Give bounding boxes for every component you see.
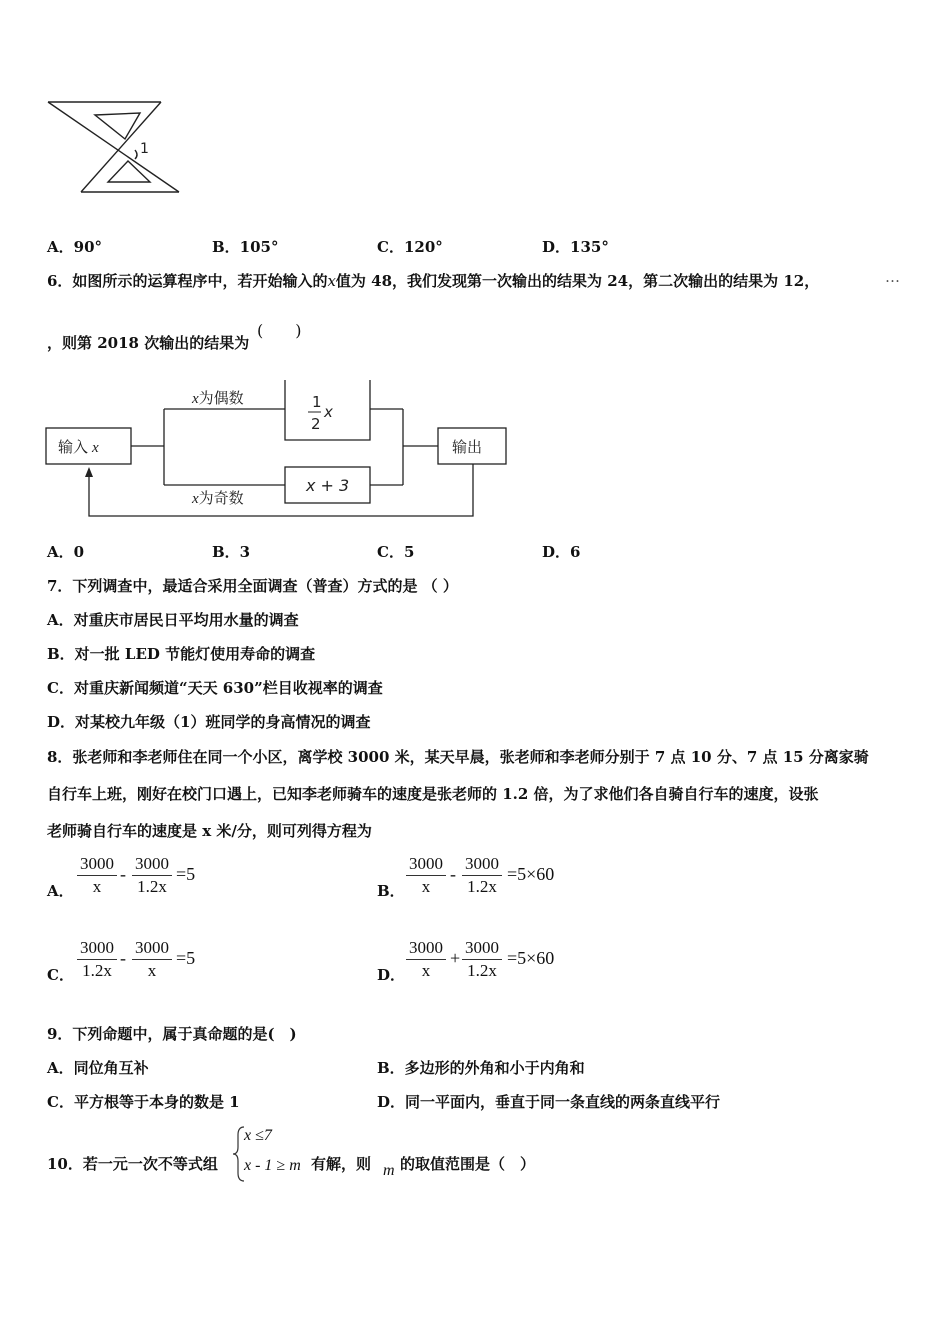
q10-stem-tail: 的取值范围是（ ） <box>400 1155 536 1173</box>
figure-angle-label: 1 <box>140 141 149 157</box>
q7-option-c[interactable]: C．对重庆新闻频道“天天 630”栏目收视率的调查 <box>47 679 383 697</box>
q9-option-d[interactable]: D．同一平面内，垂直于同一条直线的两条直线平行 <box>377 1093 721 1111</box>
svg-text:x为奇数 <box>191 489 244 507</box>
flow-half-den: 2 <box>311 415 321 433</box>
q5-option-b[interactable]: B．105° <box>212 238 279 256</box>
q9-option-a[interactable]: A．同位角互补 <box>47 1059 149 1077</box>
q8-c-operator: - <box>120 948 126 968</box>
q8-option-a-label: A． <box>47 882 74 900</box>
q8-c-fraction-2: $\frac{3000}{x}$ <box>132 937 172 982</box>
q6-stem-line2: ，则第 2018 次输出的结果为 <box>47 334 250 352</box>
q10-inequality-2: x - 1 ≥ m <box>244 1157 301 1174</box>
flow-loop-line <box>89 464 473 516</box>
q8-option-b-label: B． <box>377 882 405 900</box>
q8-b-fraction-1: $\frac{3000}{x}$ <box>406 853 446 898</box>
q8-d-fraction-2: $\frac{3000}{1.2x}$ <box>462 937 502 982</box>
q6-option-c[interactable]: C．5 <box>377 543 415 561</box>
q8-stem-line2: 自行车上班，刚好在校门口遇上，已知李老师骑车的速度是张老师的 1.2 倍，为了求他们各自骑自行车的速度，设张 <box>47 785 819 803</box>
q8-a-fraction-2: $\frac{3000}{1.2x}$ <box>132 853 172 898</box>
q6-option-a[interactable]: A．0 <box>47 543 85 561</box>
figure-diagonal-right <box>81 102 161 192</box>
q6-option-d[interactable]: D．6 <box>542 543 581 561</box>
q7-option-a[interactable]: A．对重庆市居民日平均用水量的调查 <box>47 611 299 629</box>
q8-a-rhs: =5 <box>176 864 196 884</box>
q8-stem-line3: 老师骑自行车的速度是 x 米/分，则可列得方程为 <box>47 822 372 840</box>
figure-angle-arc <box>135 150 137 159</box>
figure-upper-triangle <box>95 113 140 139</box>
flow-odd-label: 为奇数 <box>198 489 244 507</box>
q10-stem: 10．若一元一次不等式组 <box>47 1155 218 1173</box>
q9-stem: 9．下列命题中，属于真命题的是( ) <box>47 1025 297 1043</box>
flow-input-var: x <box>92 440 99 456</box>
q5-option-c[interactable]: C．120° <box>377 238 443 256</box>
q8-c-rhs: =5 <box>176 948 196 968</box>
q8-c-fraction-1: $\frac{3000}{1.2x}$ <box>77 937 117 982</box>
q7-option-b[interactable]: B．对一批 LED 节能灯使用寿命的调查 <box>47 645 316 663</box>
q7-option-d[interactable]: D．对某校九年级（1）班同学的身高情况的调查 <box>47 713 371 731</box>
q8-stem-line1: 8．张老师和李老师住在同一个小区，离学校 3000 米，某天早晨，张老师和李老师分别于 7 点 10 分、7 点 15 分离家骑 <box>47 748 869 766</box>
flow-half-var: x <box>324 403 333 421</box>
q8-d-rhs: =5×60 <box>507 948 555 968</box>
q6-ellipsis: … <box>885 268 900 286</box>
flow-output-label: 输出 <box>452 438 483 456</box>
svg-text:x为偶数 <box>191 389 244 407</box>
q8-d-operator: + <box>450 948 461 968</box>
flow-plus3-label: x + 3 <box>306 476 350 495</box>
q9-option-b[interactable]: B．多边形的外角和小于内角和 <box>377 1059 585 1077</box>
flow-loop-arrowhead <box>85 467 93 477</box>
figure-lower-triangle <box>108 161 150 182</box>
flow-odd-var: x <box>192 491 199 507</box>
q8-b-rhs: =5×60 <box>507 864 555 884</box>
q7-stem: 7．下列调查中，最适合采用全面调查（普查）方式的是 （ ） <box>47 577 458 595</box>
svg-text:输入x <box>58 438 99 456</box>
q10-stem-mid: 有解，则 <box>311 1155 372 1173</box>
q5-geometry-figure <box>40 95 190 200</box>
q8-option-d-label: D． <box>377 966 406 984</box>
q5-option-a[interactable]: A．90° <box>47 238 103 256</box>
flow-input-label: 输入 <box>58 438 89 456</box>
q8-a-operator: - <box>120 864 126 884</box>
q6-answer-paren: ( ) <box>257 321 302 340</box>
q5-option-d[interactable]: D．135° <box>542 238 609 256</box>
q8-b-fraction-2: $\frac{3000}{1.2x}$ <box>462 853 502 898</box>
q10-var-m: m <box>383 1162 395 1179</box>
q9-option-c[interactable]: C．平方根等于本身的数是 1 <box>47 1093 240 1111</box>
q10-inequality-1: x ≤7 <box>244 1127 272 1144</box>
q8-d-fraction-1: $\frac{3000}{x}$ <box>406 937 446 982</box>
q6-option-b[interactable]: B．3 <box>212 543 251 561</box>
q8-option-c-label: C． <box>47 966 74 984</box>
q8-a-fraction-1: $\frac{3000}{x}$ <box>77 853 117 898</box>
q6-flowchart <box>40 375 520 520</box>
q8-b-operator: - <box>450 864 456 884</box>
flow-half-num: 1 <box>312 393 322 411</box>
flow-even-var: x <box>192 391 199 407</box>
q6-stem-line1: 6．如图所示的运算程序中，若开始输入的x值为 48，我们发现第一次输出的结果为 24，第二次输出的结果为 12， <box>47 272 820 290</box>
figure-diagonal-left <box>48 102 179 192</box>
flow-even-label: 为偶数 <box>198 389 244 407</box>
